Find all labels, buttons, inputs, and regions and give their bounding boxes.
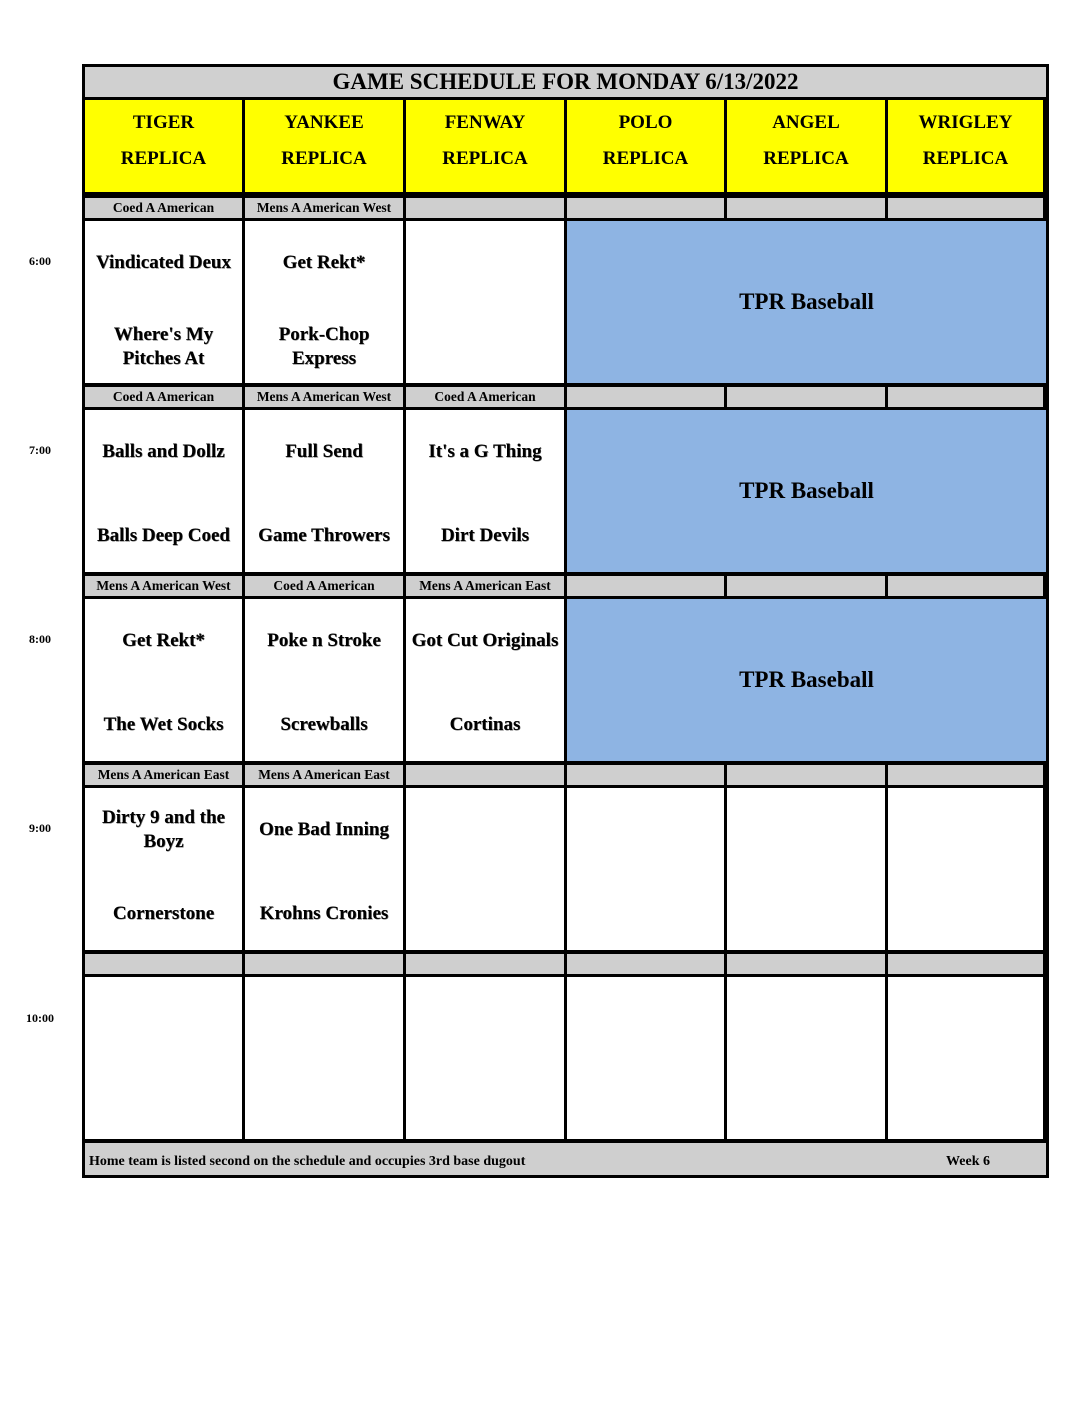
home-team: Dirt Devils [440,525,530,546]
game-cell[interactable] [245,221,403,383]
home-team: Cortinas [449,714,521,735]
division-label [727,387,885,407]
game-cell[interactable] [406,410,564,572]
empty-cell [245,977,403,1139]
schedule-grid [82,64,1049,1178]
field-type: REPLICA [763,148,849,169]
field-name: POLO [618,112,673,133]
away-team: It's a G Thing [428,441,542,462]
division-label [406,198,564,218]
game-cell[interactable] [85,221,242,383]
reserved-block: TPR Baseball [567,599,1046,761]
field-header-tiger [85,100,242,192]
home-team: Screwballs [280,714,368,735]
home-team: Krohns Cronies [259,903,389,924]
away-team: One Bad Inning [259,819,389,840]
division-label: Coed A American [406,387,564,407]
game-cell[interactable] [245,410,403,572]
field-type: REPLICA [602,148,689,169]
division-label: Mens A American East [85,765,242,785]
division-label [888,954,1043,974]
division-label [567,387,724,407]
week-label: Week 6 [946,1154,990,1169]
reserved-block: TPR Baseball [567,221,1046,383]
field-name: YANKEE [284,112,364,133]
empty-cell [85,977,242,1139]
division-label [727,198,885,218]
empty-cell [567,977,724,1139]
field-type: REPLICA [442,148,528,169]
empty-cell [406,788,564,950]
away-team: Poke n Stroke [267,630,381,651]
division-label [727,954,885,974]
away-team: Get Rekt* [122,630,205,651]
home-team: Pork-Chop Express [278,324,370,369]
field-header-yankee [245,100,403,192]
time-label: 9:00 [29,821,51,835]
home-team: Balls Deep Coed [97,525,230,546]
empty-cell [406,977,564,1139]
away-team: Full Send [285,441,363,462]
footer [85,1143,1046,1175]
division-label [567,954,724,974]
game-cell[interactable] [85,599,242,761]
away-team: Vindicated Deux [96,252,231,273]
game-cell[interactable] [85,410,242,572]
away-team: Get Rekt* [282,252,366,273]
division-label [888,576,1043,596]
division-label: Mens A American West [245,198,403,218]
field-name: FENWAY [444,112,526,133]
field-header-wrigley [888,100,1043,192]
division-label [245,954,403,974]
field-name: TIGER [132,112,195,133]
game-cell[interactable] [245,599,403,761]
division-label [85,954,242,974]
division-label [727,765,885,785]
schedule-title: GAME SCHEDULE FOR MONDAY 6/13/2022 [85,67,1046,97]
empty-cell [567,788,724,950]
away-team: Balls and Dollz [102,441,225,462]
time-label: 7:00 [29,443,51,457]
field-type: REPLICA [120,148,207,169]
time-label: 6:00 [29,254,51,268]
field-name: ANGEL [772,112,840,133]
division-label: Coed A American [245,576,403,596]
empty-cell [888,788,1043,950]
division-label: Mens A American East [406,576,564,596]
game-cell[interactable] [85,788,242,950]
empty-cell [888,977,1043,1139]
field-type: REPLICA [281,148,367,169]
time-label: 10:00 [26,1011,54,1025]
division-label: Mens A American East [245,765,403,785]
game-cell[interactable] [245,788,403,950]
division-label [888,765,1043,785]
home-team: The Wet Socks [103,714,224,735]
away-team: Dirty 9 and the Boyz [102,807,225,852]
division-label [406,954,564,974]
division-label [406,765,564,785]
empty-cell [727,977,885,1139]
field-header-polo [567,100,724,192]
time-label: 8:00 [29,632,51,646]
division-label: Coed A American [85,198,242,218]
division-label [567,765,724,785]
empty-cell [727,788,885,950]
division-label [888,198,1043,218]
empty-cell [406,221,564,383]
home-team: Game Throwers [258,525,390,546]
footer-note: Home team is listed second on the schedule and occupies 3rd base dugout [89,1154,526,1169]
division-label: Mens A American West [245,387,403,407]
field-header-angel [727,100,885,192]
away-team: Got Cut Originals [411,630,559,651]
game-cell[interactable] [406,599,564,761]
field-type: REPLICA [922,148,1009,169]
division-label [567,198,724,218]
reserved-block: TPR Baseball [567,410,1046,572]
division-label [727,576,885,596]
home-team: Where's My Pitches At [113,324,214,369]
division-label: Coed A American [85,387,242,407]
division-label: Mens A American West [85,576,242,596]
home-team: Cornerstone [112,903,215,924]
division-label [567,576,724,596]
division-label [888,387,1043,407]
field-name: WRIGLEY [918,112,1013,133]
field-header-fenway [406,100,564,192]
